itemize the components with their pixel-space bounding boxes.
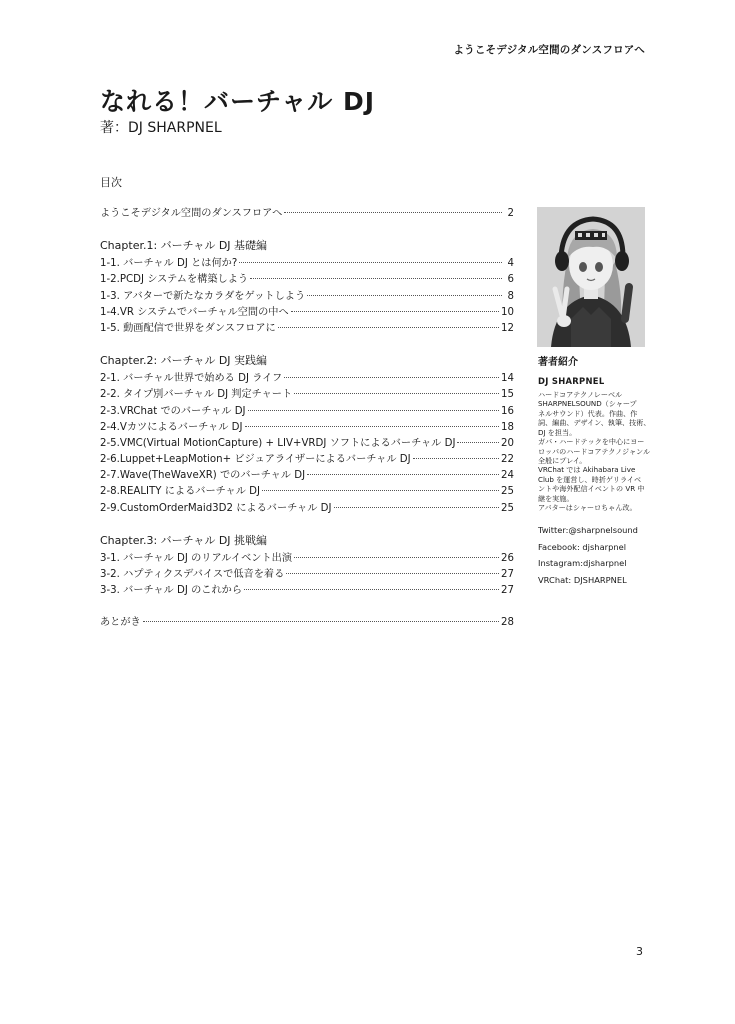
toc-entry-title: 2-3.VRChat でのバーチャル DJ <box>100 405 246 417</box>
toc-entry[interactable] <box>100 402 514 418</box>
author-avatar-image <box>537 207 645 347</box>
toc-chapter-heading[interactable]: Chapter.1: バーチャル DJ 基礎編 <box>100 239 268 253</box>
toc-leader-dots <box>244 588 499 590</box>
toc-entry-title: 2-1. バーチャル世界で始める DJ ライフ <box>100 373 283 385</box>
toc-leader-dots <box>284 376 499 378</box>
toc-entry[interactable] <box>100 499 514 515</box>
toc-entry[interactable] <box>100 549 514 565</box>
toc-leader-dots <box>245 425 500 427</box>
profile-bio-line: Club を運営し、時折ゲリライベ <box>538 474 642 484</box>
toc-leader-dots <box>250 277 502 279</box>
book-title: なれる！バーチャル DJ <box>100 87 376 116</box>
toc-entry[interactable] <box>100 434 514 450</box>
toc-entry-page: 4 <box>507 258 514 270</box>
toc-entry-title: 1-4.VR システムでバーチャル空間の中へ <box>100 306 289 318</box>
toc-entry-page: 18 <box>501 421 514 433</box>
profile-name: DJ SHARPNEL <box>538 376 605 386</box>
toc-entry[interactable] <box>100 581 514 597</box>
toc-entry-page: 20 <box>501 437 514 449</box>
toc-leader-dots <box>248 409 499 411</box>
toc-entry[interactable] <box>100 450 514 466</box>
toc-leader-dots <box>457 441 499 443</box>
toc-entry-afterword[interactable] <box>100 613 514 629</box>
author-profile <box>538 353 650 588</box>
toc-entry-page: 26 <box>501 552 514 564</box>
toc-leader-dots <box>294 392 499 394</box>
toc-entry-title: あとがき <box>100 617 141 629</box>
profile-bio-line: DJ を担当。 <box>538 427 577 437</box>
toc-entry-title: 1-1. バーチャル DJ とは何か? <box>100 258 238 270</box>
toc-entry[interactable] <box>100 418 514 434</box>
toc-entry-page: 28 <box>501 617 514 629</box>
profile-bio-line: ガバ・ハードテックを中心にヨー <box>538 437 645 447</box>
toc-leader-dots <box>143 620 499 622</box>
profile-heading: 著者紹介 <box>538 357 578 368</box>
toc-leader-dots <box>307 473 499 475</box>
toc-entry-title: 3-2. ハプティクスデバイスで低音を着る <box>100 569 285 580</box>
toc-entry-title: 1-3. アバターで新たなカラダをゲットしよう <box>100 290 306 302</box>
page-number: 3 <box>636 945 643 958</box>
toc-entry-page: 27 <box>501 585 514 597</box>
toc-leader-dots <box>286 572 499 574</box>
toc-entry[interactable] <box>100 287 514 303</box>
profile-bio-line: ロッパのハードコアテクノジャンル <box>538 446 651 456</box>
profile-contact[interactable]: VRChat: DJSHARPNEL <box>538 574 627 585</box>
toc-entry-page: 24 <box>501 470 514 482</box>
profile-bio-line: 詞、編曲、デザイン、執筆、技術、 <box>538 418 651 428</box>
toc-leader-dots <box>239 261 502 263</box>
table-of-contents <box>100 204 514 630</box>
toc-leader-dots <box>262 489 499 491</box>
toc-entry[interactable] <box>100 482 514 498</box>
toc-entry-page: 2 <box>507 208 514 219</box>
toc-heading: 目次 <box>100 176 122 189</box>
toc-leader-dots <box>307 294 502 296</box>
toc-leader-dots <box>284 211 502 213</box>
toc-entry-page: 12 <box>501 322 514 334</box>
toc-entry-title: 1-2.PCDJ システムを構築しよう <box>100 274 249 286</box>
profile-bio-line: 継を実施。 <box>538 493 574 503</box>
toc-entry-page: 14 <box>501 373 514 385</box>
toc-leader-dots <box>413 457 499 459</box>
toc-entry-page: 15 <box>501 389 514 401</box>
profile-bio-line: VRChat では Akihabara Live <box>538 465 636 475</box>
toc-entry[interactable] <box>100 466 514 482</box>
profile-bio-line: 全般にプレイ。 <box>538 455 587 465</box>
toc-entry-page: 6 <box>507 274 514 286</box>
profile-bio <box>538 390 650 512</box>
toc-entry-page: 27 <box>501 569 514 580</box>
toc-entry[interactable] <box>100 254 514 270</box>
toc-leader-dots <box>294 556 499 558</box>
profile-contact[interactable]: Twitter:@sharpnelsound <box>538 525 638 536</box>
toc-entry-intro[interactable] <box>100 204 514 220</box>
toc-chapters <box>100 236 514 613</box>
toc-entry-title: 2-6.Luppet+LeapMotion+ ビジュアライザーによるバーチャル DJ <box>100 454 411 466</box>
toc-entry[interactable] <box>100 303 514 319</box>
toc-entry-title: ようこそデジタル空間のダンスフロアへ <box>100 208 283 219</box>
running-head: ようこそデジタル空間のダンスフロアへ <box>453 44 645 56</box>
toc-entry[interactable] <box>100 270 514 286</box>
toc-entry[interactable] <box>100 319 514 335</box>
toc-entry[interactable] <box>100 385 514 401</box>
toc-chapter-heading[interactable]: Chapter.2: バーチャル DJ 実践編 <box>100 354 268 368</box>
toc-leader-dots <box>291 310 499 312</box>
toc-entry-title: 2-9.CustomOrderMaid3D2 によるバーチャル DJ <box>100 502 332 514</box>
author-line: 著：DJ SHARPNEL <box>100 120 222 136</box>
profile-contact[interactable]: Facebook: djsharpnel <box>538 541 627 552</box>
toc-entry-page: 22 <box>501 454 514 466</box>
profile-bio-line: アバターはシャーロちゃん改。 <box>538 503 637 513</box>
profile-bio-line: ントや海外配信イベントの VR 中 <box>538 484 645 494</box>
toc-entry-title: 3-3. バーチャル DJ のこれから <box>100 585 243 597</box>
toc-entry-title: 1-5. 動画配信で世界をダンスフロアに <box>100 322 276 334</box>
toc-entry-title: 2-7.Wave(TheWaveXR) でのバーチャル DJ <box>100 470 306 482</box>
toc-entry[interactable] <box>100 369 514 385</box>
toc-entry-title: 2-4.Vカツによるバーチャル DJ <box>100 421 243 433</box>
toc-entry-page: 8 <box>507 290 514 302</box>
toc-leader-dots <box>334 506 500 508</box>
avatar-illustration <box>537 207 645 347</box>
toc-entry-title: 2-2. タイプ別バーチャル DJ 判定チャート <box>100 389 293 401</box>
profile-contacts <box>538 522 650 588</box>
profile-bio-line: SHARPNELSOUND（シャープ <box>538 399 637 409</box>
toc-entry-page: 16 <box>501 405 514 417</box>
toc-entry-page: 25 <box>501 502 514 514</box>
toc-entry-title: 3-1. バーチャル DJ のリアルイベント出演 <box>100 552 293 564</box>
toc-entry-page: 25 <box>501 486 514 498</box>
toc-entry[interactable] <box>100 565 514 581</box>
toc-entry-title: 2-8.REALITY によるバーチャル DJ <box>100 486 261 498</box>
toc-chapter-heading[interactable]: Chapter.3: バーチャル DJ 挑戦編 <box>100 533 268 547</box>
profile-contact[interactable]: Instagram:djsharpnel <box>538 558 627 569</box>
toc-leader-dots <box>278 326 499 328</box>
profile-bio-line: ハードコアテクノレーベル <box>538 390 623 399</box>
toc-entry-title: 2-5.VMC(Virtual MotionCapture) + LIV+VRDJ ソフトによるバーチャル DJ <box>100 437 456 449</box>
profile-bio-line: ネルサウンド）代表。作曲、作 <box>538 408 638 418</box>
toc-entry-page: 10 <box>501 306 514 318</box>
